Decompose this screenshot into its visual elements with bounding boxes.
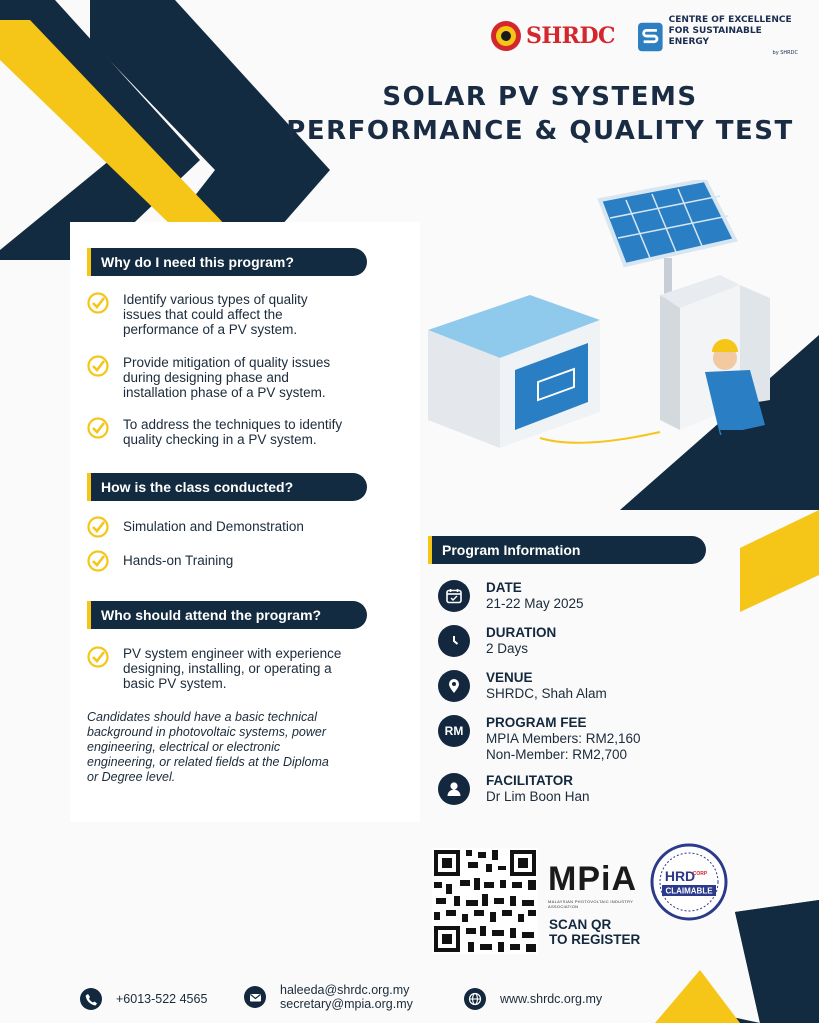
candidate-requirements-note: Candidates should have a basic technical background in photovoltaic systems, power engineering, electrical or electronic engineering, or related fields at the Diploma or Degree level.	[87, 710, 329, 784]
why-heading: Why do I need this program?	[87, 248, 367, 276]
who-heading: Who should attend the program?	[87, 601, 367, 629]
why-item-3: To address the techniques to identify quality checking in a PV system.	[87, 417, 342, 447]
website-link[interactable]: www.shrdc.org.my	[500, 992, 603, 1006]
venue-label: VENUE	[486, 670, 533, 685]
email-icon	[244, 986, 266, 1008]
how-heading: How is the class conducted?	[87, 473, 367, 501]
fee-non-members: Non-Member: RM2,700	[486, 747, 628, 762]
person-icon	[438, 773, 470, 805]
globe-icon	[464, 988, 486, 1010]
venue-row	[438, 670, 607, 702]
phone-number: +6013-522 4565	[116, 992, 208, 1006]
check-icon	[87, 516, 109, 538]
shrdc-logo-text: SHRDC	[526, 23, 616, 49]
title-line-1: SOLAR PV SYSTEMS	[382, 82, 698, 112]
mpia-logo-subtitle: MALAYSIAN PHOTOVOLTAIC INDUSTRY ASSOCIATION	[548, 899, 634, 909]
title-line-2: PERFORMANCE & QUALITY TEST	[286, 116, 794, 146]
facilitator-label: FACILITATOR	[486, 773, 573, 788]
email-address-2[interactable]: secretary@mpia.org.my	[280, 997, 413, 1011]
registration-qr-code[interactable]	[432, 848, 538, 954]
why-item-2: Provide mitigation of quality issues during designing phase and installation phase of a PV system.	[87, 355, 330, 400]
clock-icon	[438, 625, 470, 657]
date-value: 21-22 May 2025	[486, 596, 584, 611]
currency-rm-icon: RM	[438, 715, 470, 747]
why-item-1: Identify various types of quality issues that could affect the performance of a PV system.	[87, 292, 308, 337]
facilitator-value: Dr Lim Boon Han	[486, 789, 590, 804]
fee-label: PROGRAM FEE	[486, 715, 587, 730]
mpia-logo-text: MPiA	[548, 860, 637, 898]
footer-website[interactable]	[464, 988, 602, 1010]
fee-row	[438, 715, 641, 763]
how-item-1: Simulation and Demonstration	[87, 516, 304, 538]
coe-logo-text: CENTRE OF EXCELLENCE FOR SUSTAINABLE ENERGY by SHRDC	[668, 15, 798, 56]
scan-qr-instruction: SCAN QR TO REGISTER	[549, 917, 641, 947]
facilitator-row	[438, 773, 590, 805]
solar-engineer-illustration	[420, 180, 780, 480]
date-label: DATE	[486, 580, 522, 595]
check-icon	[87, 646, 109, 668]
phone-icon	[80, 988, 102, 1010]
battery-unit-icon	[428, 295, 600, 448]
coe-logo	[638, 15, 798, 56]
hrd-badge-claimable-text: CLAIMABLE	[665, 886, 713, 896]
check-icon	[87, 417, 109, 439]
duration-row	[438, 625, 556, 657]
mpia-logo	[548, 860, 648, 909]
calendar-icon	[438, 580, 470, 612]
venue-value: SHRDC, Shah Alam	[486, 686, 607, 701]
check-icon	[87, 550, 109, 572]
how-item-2: Hands-on Training	[87, 550, 233, 572]
footer-phone[interactable]	[80, 988, 207, 1010]
program-info-heading: Program Information	[428, 536, 706, 564]
location-pin-icon	[438, 670, 470, 702]
hrd-badge-text: HRD	[664, 868, 696, 884]
fee-members: MPIA Members: RM2,160	[486, 731, 641, 746]
check-icon	[87, 292, 109, 314]
duration-value: 2 Days	[486, 641, 529, 656]
date-row	[438, 580, 584, 612]
shrdc-logo	[490, 16, 630, 56]
hrd-badge-corp-text: CORP	[692, 871, 708, 877]
email-address-1[interactable]: haleeda@shrdc.org.my	[280, 983, 410, 997]
sarawak-emblem-icon	[490, 20, 522, 52]
hrd-corp-claimable-badge	[650, 843, 728, 921]
coe-logo-icon	[638, 22, 663, 52]
duration-label: DURATION	[486, 625, 557, 640]
footer-email[interactable]	[244, 983, 413, 1011]
who-item: PV system engineer with experience designing, installing, or operating a basic PV system.	[87, 646, 341, 691]
check-icon	[87, 355, 109, 377]
